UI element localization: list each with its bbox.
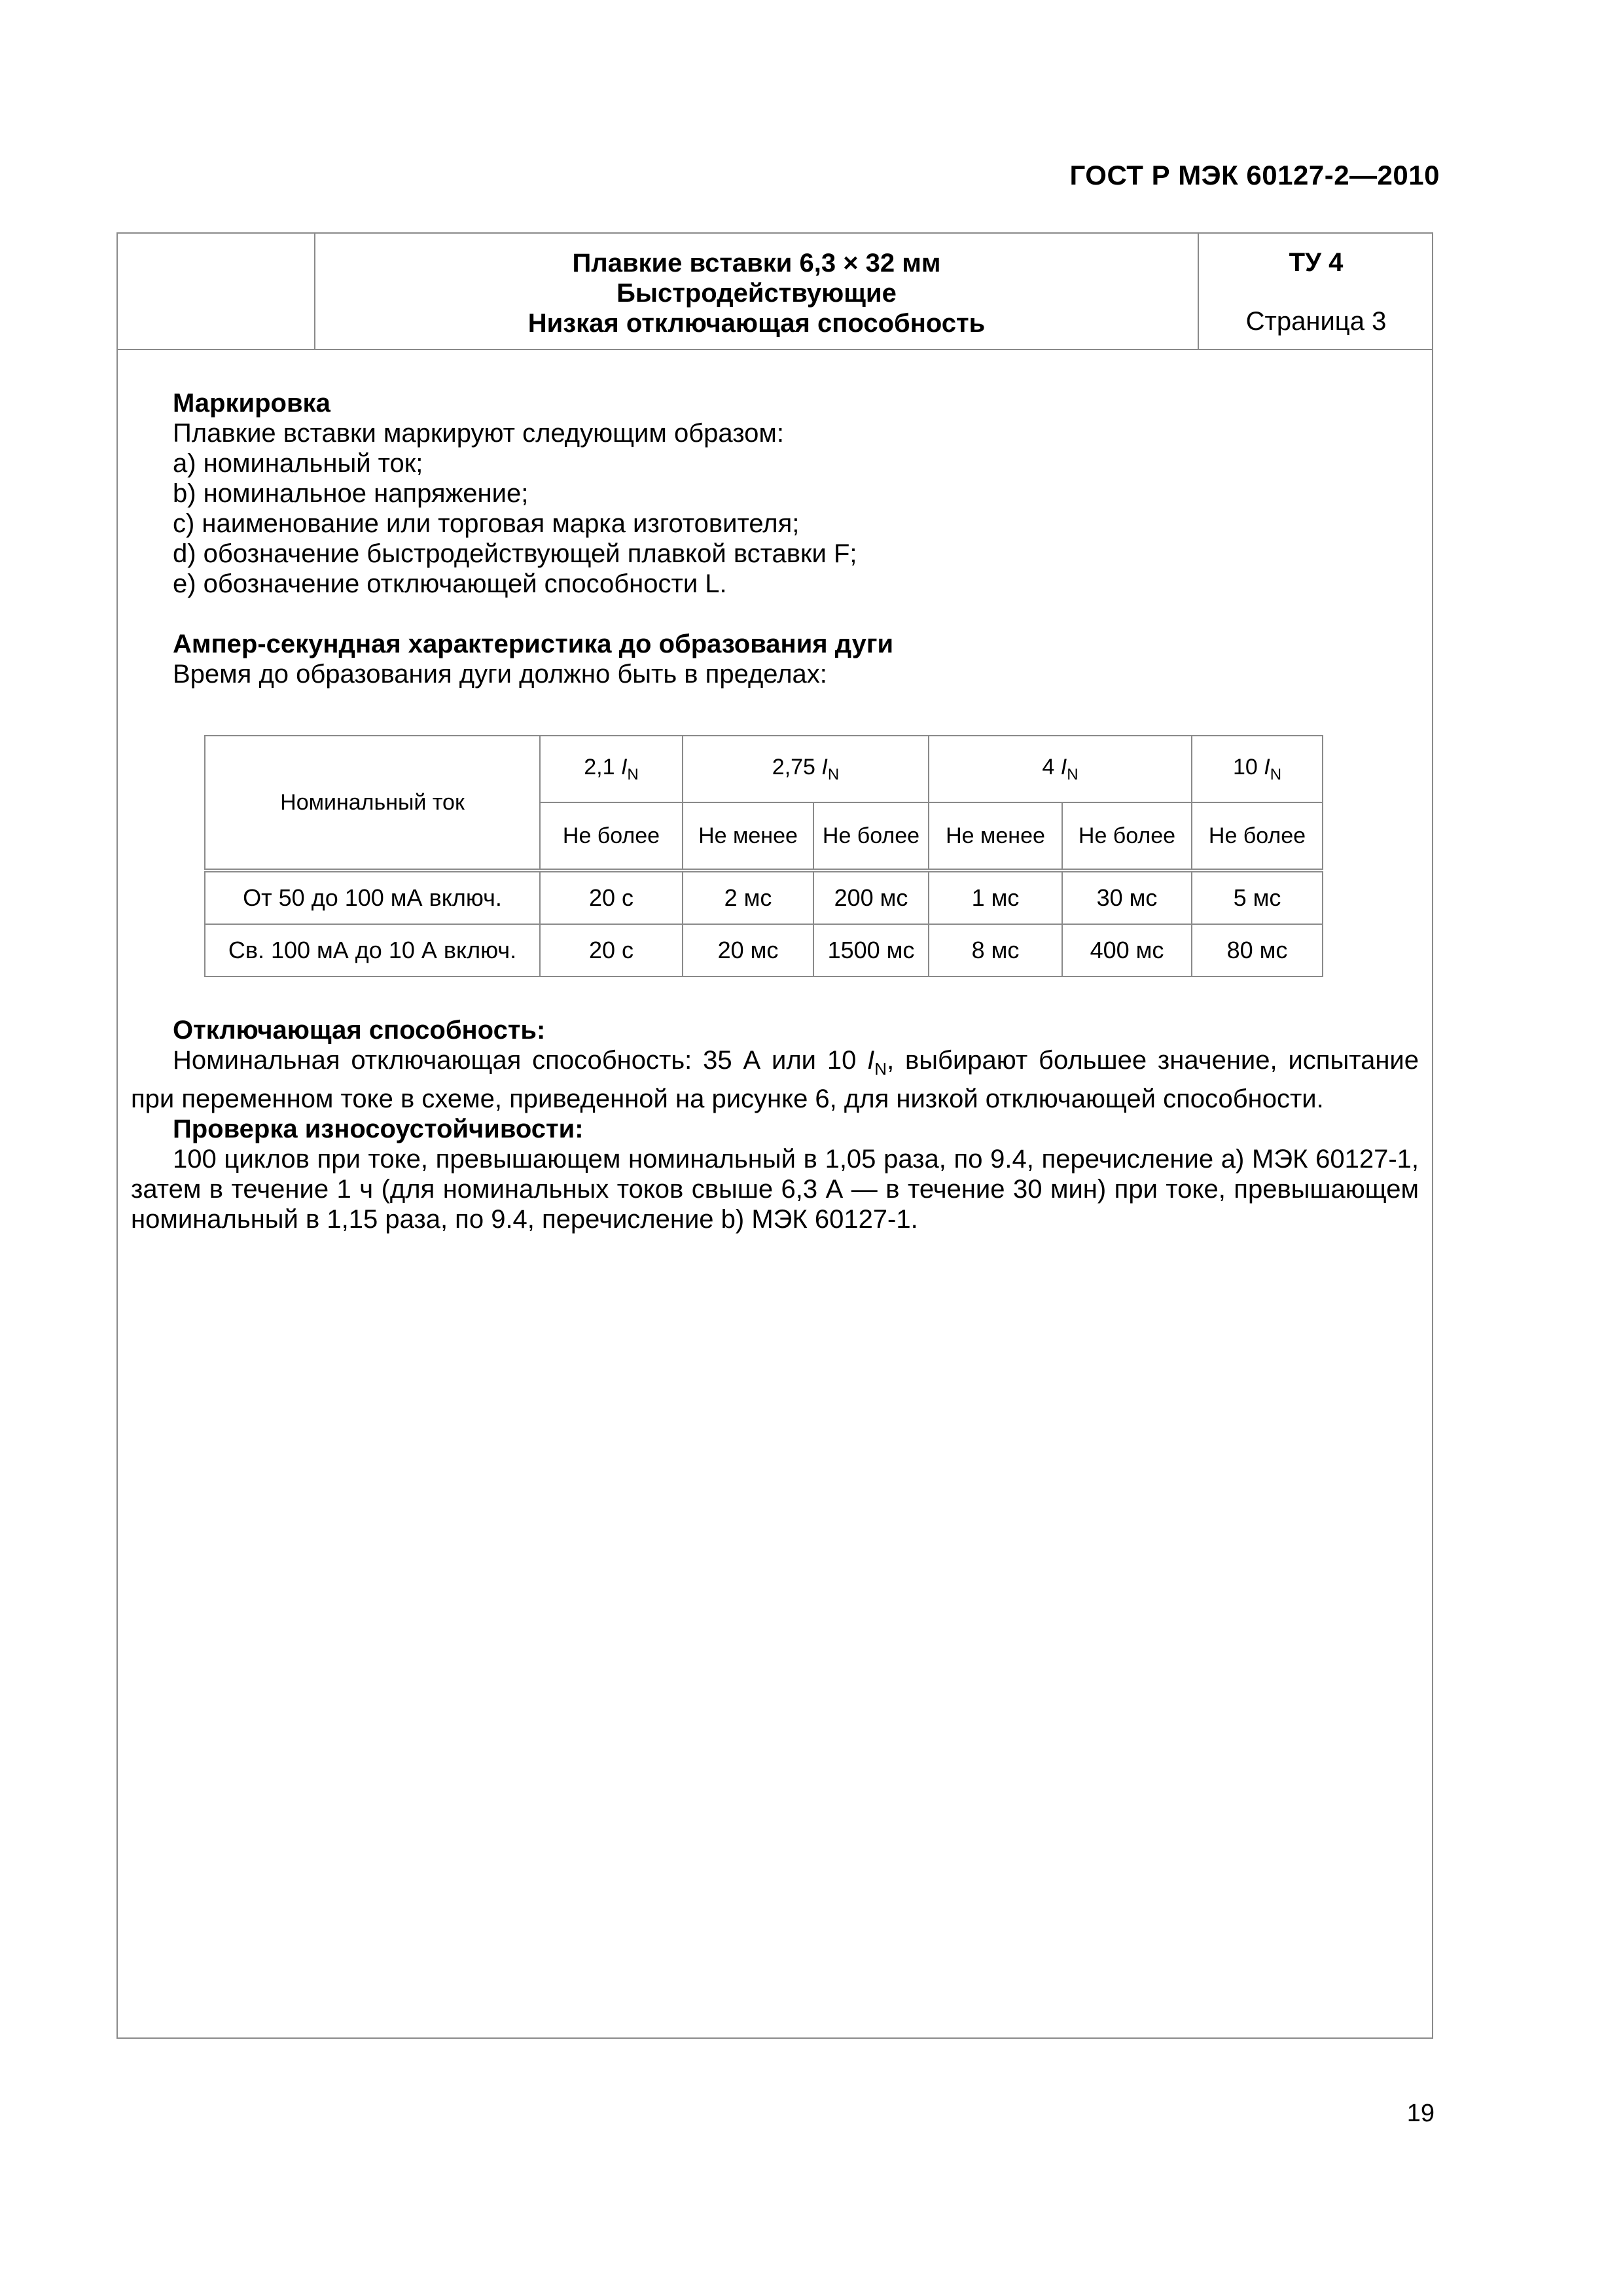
document-code: ГОСТ Р МЭК 60127-2—2010 (1069, 160, 1440, 190)
marking-item: a) номинальный ток; (173, 449, 423, 478)
title-line-3: Низкая отключающая способность (527, 309, 986, 338)
limit-header: Не более (540, 802, 683, 870)
row-header: Номинальный ток (205, 736, 540, 870)
marking-section (173, 388, 1423, 689)
header-blank-cell (118, 234, 315, 349)
prearcing-time-table (204, 735, 1323, 977)
sheet-header (118, 234, 1432, 350)
group-header: 4 $I_N$ (929, 736, 1192, 802)
table-cell: 200 мс (813, 870, 929, 924)
characteristic-intro: Время до образования дуги должно быть в пределах: (173, 660, 827, 689)
table-cell: 80 мс (1192, 924, 1323, 977)
table-row (205, 924, 1323, 977)
title-line-2: Быстродействующие (616, 279, 897, 308)
marking-item: e) обозначение отключающей способности L. (173, 569, 727, 598)
row-label: От 50 до 100 мА включ. (205, 870, 540, 924)
table-cell: 30 мс (1062, 870, 1192, 924)
group-header: 2,75 $I_N$ (683, 736, 929, 802)
marking-item: d) обозначение быстродействующей плавкой вставки F; (173, 539, 857, 568)
table-row (205, 870, 1323, 924)
table-cell: 1500 мс (813, 924, 929, 977)
group-header: 2,1 $I_N$ (540, 736, 683, 802)
sheet-code: ТУ 4 (1289, 248, 1344, 277)
marking-heading: Маркировка (173, 389, 330, 418)
breaking-paragraph: Номинальная отключающая способность: 35 А или 10 $I_N$, выбирают большее значение, испытание при переменном токе в схеме, приведенной на рисунке 6, для низкой отключающей способности. (131, 1046, 1419, 1113)
table-cell: 20 мс (683, 924, 813, 977)
sheet-page: Страница 3 (1245, 307, 1387, 336)
header-title-cell (315, 234, 1199, 349)
marking-item: b) номинальное напряжение; (173, 479, 529, 508)
table-cell: 20 с (540, 870, 683, 924)
limit-header: Не менее (683, 802, 813, 870)
endurance-heading: Проверка износоустойчивости: (173, 1115, 584, 1143)
table-cell: 400 мс (1062, 924, 1192, 977)
table-cell: 20 с (540, 924, 683, 977)
sheet-frame (116, 232, 1433, 2039)
table-cell: 1 мс (929, 870, 1062, 924)
header-code-cell (1199, 234, 1433, 349)
marking-item: c) наименование или торговая марка изготовителя; (173, 509, 800, 538)
endurance-paragraph: 100 циклов при токе, превышающем номинальный в 1,05 раза, по 9.4, перечисление а) МЭК 60127-1, затем в течение 1 ч (для номинальных токов свыше 6,3 А — в течение 30 мин) при токе, превышающем номинальный в 1,15 раза, по 9.4, перечисление b) МЭК 60127-1. (131, 1145, 1419, 1234)
limit-header: Не более (813, 802, 929, 870)
requirements-section (131, 1015, 1419, 1234)
table-cell: 5 мс (1192, 870, 1323, 924)
characteristic-heading: Ампер-секундная характеристика до образования дуги (173, 630, 894, 658)
group-header: 10 $I_N$ (1192, 736, 1323, 802)
limit-header: Не более (1062, 802, 1192, 870)
page-number: 19 (1406, 2100, 1435, 2127)
row-label: Св. 100 мА до 10 А включ. (205, 924, 540, 977)
table-cell: 8 мс (929, 924, 1062, 977)
marking-intro: Плавкие вставки маркируют следующим образом: (173, 419, 784, 448)
title-line-1: Плавкие вставки 6,3 × 32 мм (572, 249, 941, 278)
limit-header: Не более (1192, 802, 1323, 870)
table-cell: 2 мс (683, 870, 813, 924)
breaking-heading: Отключающая способность: (173, 1016, 546, 1045)
limit-header: Не менее (929, 802, 1062, 870)
